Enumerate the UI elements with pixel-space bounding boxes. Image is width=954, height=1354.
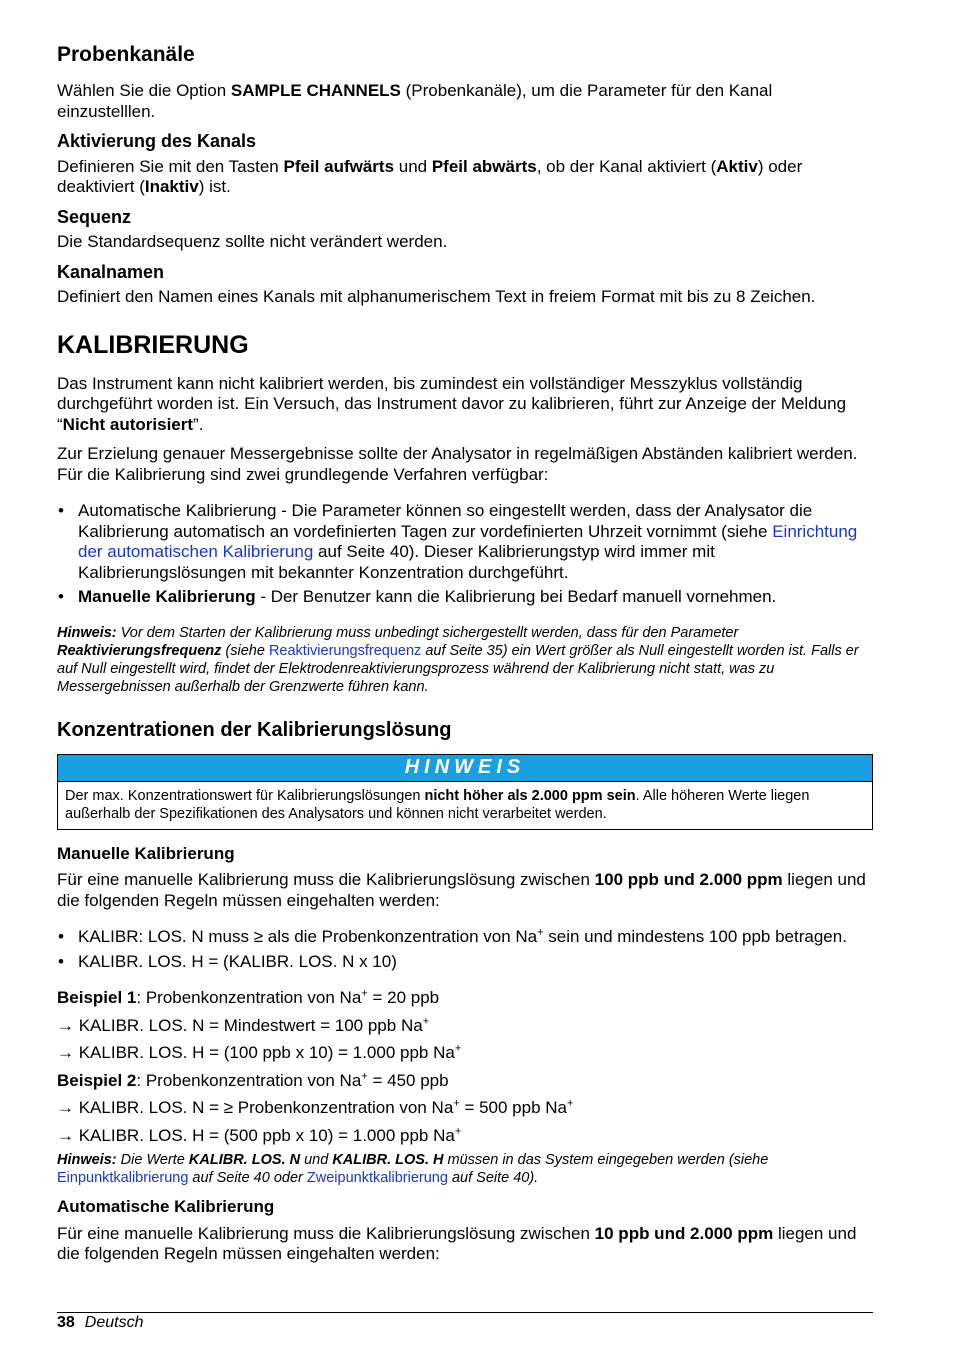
text: KALIBR. LOS. H = (KALIBR. LOS. N x 10) xyxy=(78,951,397,971)
bullet: • xyxy=(58,501,64,521)
list-item xyxy=(57,587,873,608)
calibration-methods-list xyxy=(57,501,873,608)
list-item xyxy=(57,501,873,583)
subsection-title-automatische: Automatische Kalibrierung xyxy=(57,1197,275,1217)
text: Der max. Konzentrationswert für Kalibrierungslösungen xyxy=(65,787,425,804)
text: und xyxy=(394,156,432,176)
superscript: + xyxy=(453,1097,460,1110)
value-name: KALIBR. LOS. N xyxy=(188,1152,301,1169)
text: KALIBR: LOS. N muss ≥ als die Probenkonzentration von Na xyxy=(78,927,538,947)
example-1-line-1 xyxy=(57,1016,873,1037)
superscript: + xyxy=(361,1070,368,1083)
paragraph-kalibrierung-intro xyxy=(57,374,873,436)
range: 100 ppb und 2.000 ppm xyxy=(594,870,783,890)
option-name: SAMPLE CHANNELS xyxy=(230,81,401,101)
text: = 450 ppb xyxy=(367,1070,449,1090)
text: → KALIBR. LOS. H = (100 ppb x 10) = 1.000 ppb Na xyxy=(57,1043,455,1063)
paragraph-kalibrierung-methods: Zur Erzielung genauer Messergebnisse sollte der Analysator in regelmäßigen Abständen kalibriert werden. Für die Kalibrierung sind zwei grundlegende Verfahren verfügbar: xyxy=(57,444,858,484)
text: : Probenkonzentration von Na xyxy=(136,1070,362,1090)
notice-body xyxy=(58,782,872,829)
list-item xyxy=(57,927,873,948)
subsection-title-sequenz: Sequenz xyxy=(57,206,132,227)
link-zweipunktkalibrierung[interactable]: Zweipunktkalibrierung xyxy=(306,1170,448,1187)
text: - Der Benutzer kann die Kalibrierung bei Bedarf manuell vornehmen. xyxy=(255,587,777,607)
page-content xyxy=(57,42,873,1274)
notice-header: HINWEIS xyxy=(58,755,872,782)
example-2 xyxy=(57,1071,873,1092)
key-name: Pfeil abwärts xyxy=(431,156,537,176)
footer-language: Deutsch xyxy=(84,1314,144,1331)
message-name: Nicht autorisiert xyxy=(62,414,194,434)
text: = 500 ppb Na xyxy=(459,1098,567,1118)
example-label: Beispiel 2 xyxy=(57,1070,137,1090)
text: auf Seite 40). xyxy=(447,1170,539,1187)
text: Für eine manuelle Kalibrierung muss die Kalibrierungslösung zwischen xyxy=(57,1223,595,1243)
subsection-title-kanalnamen: Kanalnamen xyxy=(57,261,165,282)
paragraph-sequenz: Die Standardsequenz sollte nicht verändert werden. xyxy=(57,232,448,252)
method-name: Manuelle Kalibrierung xyxy=(78,587,256,607)
list-item xyxy=(57,952,873,973)
example-1 xyxy=(57,988,873,1009)
text: Das Instrument kann nicht kalibriert werden, bis zumindest ein vollständiger Messzyklus vollständig durchgeführt worden ist. Ein Versuch, das Instrument davor zu kalibrieren, führt zur Anzeige der Meldung “ xyxy=(57,373,847,434)
superscript: + xyxy=(537,926,544,939)
text: → KALIBR. LOS. N = ≥ Probenkonzentration von Na xyxy=(57,1098,454,1118)
note-kalibr-values xyxy=(57,1151,873,1187)
bullet: • xyxy=(58,587,64,607)
text: und xyxy=(300,1152,333,1169)
text: müssen in das System eingegeben werden (siehe xyxy=(443,1152,769,1169)
paragraph-manuelle xyxy=(57,870,873,911)
paragraph-automatische xyxy=(57,1224,873,1265)
manual-rules-list xyxy=(57,927,873,972)
superscript: + xyxy=(567,1097,574,1110)
superscript: + xyxy=(454,1042,462,1055)
state-name: Inaktiv xyxy=(144,177,199,197)
section-title-probenkanaele: Probenkanäle xyxy=(57,43,195,66)
text: : Probenkonzentration von Na xyxy=(136,988,362,1008)
text: auf Seite 40). Dieser Kalibrierungstyp wird immer mit Kalibrierungslösungen mit bekannter Konzentration durchgeführt. xyxy=(78,542,715,582)
text: Wählen Sie die Option xyxy=(57,81,231,101)
subsection-title-aktivierung: Aktivierung des Kanals xyxy=(57,131,257,152)
text: ”. xyxy=(193,414,204,434)
text: liegen und die folgenden Regeln müssen eingehalten werden: xyxy=(57,1223,857,1264)
text: auf Seite 35) ein Wert größer als Null eingestellt worden ist. Falls er auf Null eingestellt wird, findet der Elektrodenreaktivierungsprozess während der Kalibrierung nicht statt, was zu Messergebnissen außerhalb der Grenzwerte führen kann. xyxy=(57,642,859,695)
page-footer xyxy=(57,1312,873,1332)
text: sein und mindestens 100 ppb betragen. xyxy=(543,927,847,947)
text: ) oder deaktiviert ( xyxy=(57,156,803,197)
paragraph-aktivierung xyxy=(57,157,873,198)
example-2-line-1 xyxy=(57,1098,873,1119)
bullet: • xyxy=(58,927,64,947)
text: ) ist. xyxy=(198,177,231,197)
text: . Alle höheren Werte liegen außerhalb der Spezifikationen des Analysators und können nicht verarbeitet werden. xyxy=(65,787,810,822)
superscript: + xyxy=(361,987,368,1000)
text: Vor dem Starten der Kalibrierung muss unbedingt sichergestellt werden, dass für den Parameter xyxy=(116,624,739,641)
superscript: + xyxy=(422,1015,430,1028)
note-reaktivierung xyxy=(57,624,873,696)
subsection-title-manuelle: Manuelle Kalibrierung xyxy=(57,843,235,863)
paragraph-kanalnamen: Definiert den Namen eines Kanals mit alphanumerischem Text in freiem Format mit bis zu 8 Zeichen. xyxy=(57,287,816,307)
value-name: KALIBR. LOS. H xyxy=(332,1152,444,1169)
range: 10 ppb und 2.000 ppm xyxy=(594,1223,774,1243)
key-name: Pfeil aufwärts xyxy=(283,156,395,176)
paragraph-sample-channels xyxy=(57,81,873,122)
note-label: Hinweis: xyxy=(57,624,117,641)
page-number: 38 xyxy=(57,1314,75,1331)
state-name: Aktiv xyxy=(716,156,758,176)
example-2-line-2 xyxy=(57,1126,873,1147)
text: Automatische Kalibrierung - Die Parameter können so eingestellt werden, dass der Analysator die Kalibrierung automatisch an vordefinierten Tagen zur vordefinierten Uhrzeit vornimmt (siehe xyxy=(78,501,813,541)
chapter-title-kalibrierung: KALIBRIERUNG xyxy=(57,330,249,359)
example-1-line-2 xyxy=(57,1043,873,1064)
section-title-konzentrationen: Konzentrationen der Kalibrierungslösung xyxy=(57,718,452,741)
text: (siehe xyxy=(221,642,269,659)
bullet: • xyxy=(58,951,64,971)
notice-box xyxy=(57,754,873,830)
link-reaktivierungsfrequenz[interactable]: Reaktivierungsfrequenz xyxy=(268,642,422,659)
text: → KALIBR. LOS. N = Mindestwert = 100 ppb Na xyxy=(57,1015,423,1035)
parameter-name: Reaktivierungsfrequenz xyxy=(57,642,222,659)
text: = 20 ppb xyxy=(367,988,440,1008)
text: Die Werte xyxy=(116,1152,189,1169)
text: Definieren Sie mit den Tasten xyxy=(57,156,284,176)
link-auto-calibration-setup[interactable]: Einrichtung der automatischen Kalibrierung xyxy=(78,521,858,562)
text: nicht höher als 2.000 ppm sein xyxy=(424,787,636,804)
text: (Probenkanäle), um die Parameter für den Kanal einzustelllen. xyxy=(57,81,773,121)
text: Für eine manuelle Kalibrierung muss die Kalibrierungslösung zwischen xyxy=(57,870,595,890)
note-label: Hinweis: xyxy=(57,1152,117,1169)
link-einpunktkalibrierung[interactable]: Einpunktkalibrierung xyxy=(57,1170,189,1187)
text: , ob der Kanal aktiviert ( xyxy=(536,156,717,176)
superscript: + xyxy=(454,1125,462,1138)
text: → KALIBR. LOS. H = (500 ppb x 10) = 1.000 ppb Na xyxy=(57,1125,455,1145)
text: auf Seite 40 oder xyxy=(188,1170,307,1187)
example-label: Beispiel 1 xyxy=(57,988,137,1008)
text: liegen und die folgenden Regeln müssen eingehalten werden: xyxy=(57,870,866,910)
